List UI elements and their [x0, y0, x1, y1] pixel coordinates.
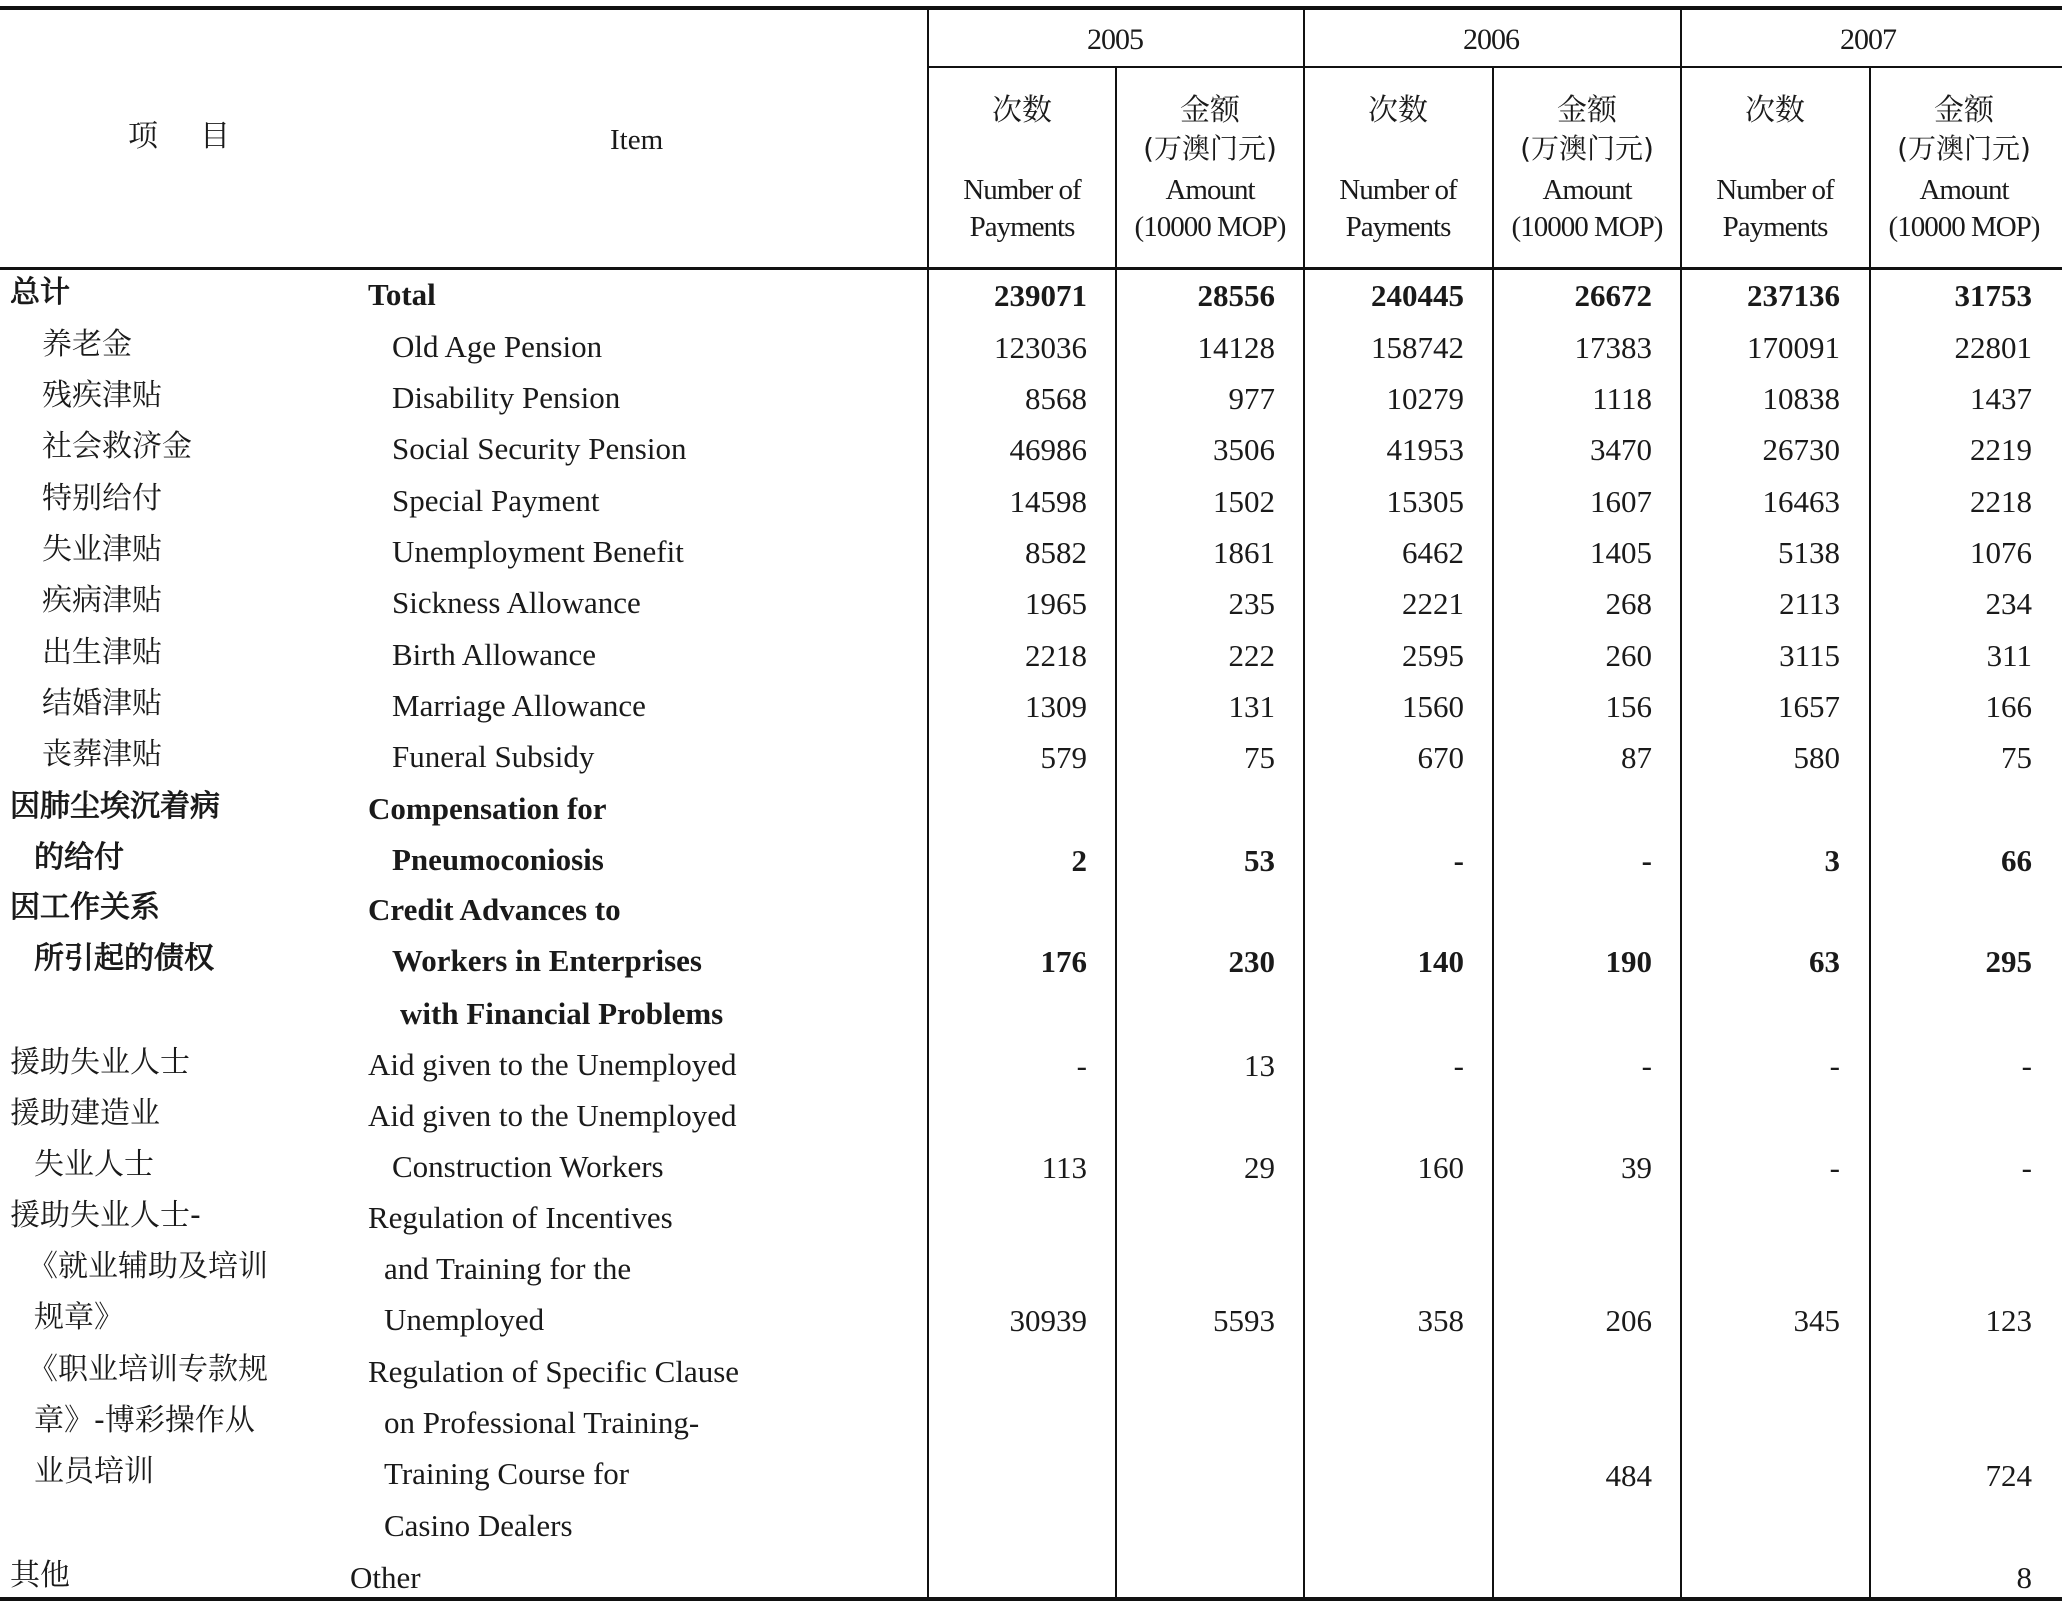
table-cell: 1657	[1778, 689, 1840, 724]
item-name-en: Casino Dealers	[384, 1508, 573, 1543]
item-name-en: Funeral Subsidy	[392, 739, 595, 774]
item-header-zh: 项 目	[128, 119, 236, 154]
table-cell: 75	[2001, 740, 2032, 775]
amount-header-zh: (万澳门元)	[1897, 132, 2031, 165]
table-cell: 26672	[1574, 278, 1652, 313]
table-cell: 977	[1228, 381, 1275, 416]
item-name-zh: 因工作关系	[10, 890, 160, 925]
item-name-zh: 《职业培训专款规	[28, 1352, 268, 1387]
table-cell: 3115	[1779, 638, 1840, 673]
table-cell: 237136	[1747, 278, 1840, 313]
table-cell: 75	[1244, 740, 1275, 775]
table-cell: 16463	[1762, 484, 1840, 519]
table-cell: 8	[2016, 1560, 2032, 1595]
table-cell: 2221	[1402, 586, 1464, 621]
table-cell: 239071	[994, 278, 1087, 313]
table-cell: 30939	[1009, 1303, 1087, 1338]
column-divider	[1869, 67, 1871, 1598]
item-name-zh: 援助失业人士-	[10, 1198, 201, 1233]
table-cell: 41953	[1386, 432, 1464, 467]
table-cell: 1607	[1590, 484, 1652, 519]
table-cell: -	[1829, 1150, 1840, 1185]
item-name-zh: 因肺尘埃沉着病	[10, 789, 220, 824]
item-name-en: Disability Pension	[392, 380, 621, 415]
count-header-en: Payments	[969, 211, 1075, 243]
item-name-en: Marriage Allowance	[392, 688, 646, 723]
table-cell: 2219	[1970, 432, 2032, 467]
table-cell: 3	[1824, 843, 1840, 878]
table-cell: 166	[1985, 689, 2032, 724]
table-cell: 123	[1985, 1303, 2032, 1338]
table-cell: 295	[1985, 944, 2032, 979]
table-cell: -	[1641, 843, 1652, 878]
item-name-zh: 丧葬津贴	[42, 737, 162, 772]
item-name-en: Pneumoconiosis	[392, 842, 604, 877]
item-name-zh: 其他	[10, 1558, 70, 1593]
item-name-zh: 的给付	[34, 840, 124, 875]
table-cell: 26730	[1762, 432, 1840, 467]
table-cell: 31753	[1954, 278, 2032, 313]
item-name-en: Aid given to the Unemployed	[368, 1098, 737, 1133]
table-cell: 158742	[1371, 330, 1464, 365]
count-header-en: Number of	[963, 174, 1081, 206]
item-name-en: Special Payment	[392, 483, 600, 518]
table-cell: 46986	[1009, 432, 1087, 467]
table-cell: -	[1076, 1048, 1087, 1083]
table-cell: 156	[1605, 689, 1652, 724]
table-cell: 176	[1040, 944, 1087, 979]
item-name-en: Social Security Pension	[392, 431, 687, 466]
table-cell: 63	[1809, 944, 1840, 979]
table-cell: 8582	[1025, 535, 1087, 570]
table-cell: 3470	[1590, 432, 1652, 467]
table-cell: 2218	[1025, 638, 1087, 673]
count-header-en: Payments	[1345, 211, 1451, 243]
item-name-zh: 所引起的债权	[34, 941, 214, 976]
table-cell: -	[1453, 1048, 1464, 1083]
top-rule	[0, 6, 2062, 10]
item-name-zh: 失业人士	[34, 1147, 154, 1182]
amount-header-en: (10000 MOP)	[1888, 211, 2040, 243]
amount-header-zh: (万澳门元)	[1520, 132, 1654, 165]
item-name-en: Other	[350, 1560, 421, 1595]
count-header-zh: 次数	[1745, 93, 1805, 128]
year-header: 2007	[1840, 23, 1896, 56]
item-name-en: Unemployed	[384, 1302, 545, 1337]
table-cell: 28556	[1197, 278, 1275, 313]
table-cell: 13	[1244, 1048, 1275, 1083]
table-cell: 2218	[1970, 484, 2032, 519]
item-name-zh: 社会救济金	[42, 429, 192, 464]
table-cell: 113	[1041, 1150, 1087, 1185]
table-cell: 235	[1228, 586, 1275, 621]
item-name-zh: 特别给付	[42, 481, 162, 516]
table-cell: 1405	[1590, 535, 1652, 570]
amount-header-zh: 金额	[1557, 93, 1617, 128]
table-cell: 39	[1621, 1150, 1652, 1185]
item-name-zh: 出生津贴	[42, 635, 162, 670]
table-cell: 15305	[1386, 484, 1464, 519]
table-cell: 2	[1071, 843, 1087, 878]
item-name-zh: 规章》	[34, 1300, 124, 1335]
item-name-en: Credit Advances to	[368, 892, 621, 927]
table-cell: 1118	[1592, 381, 1652, 416]
table-cell: 17383	[1574, 330, 1652, 365]
table-cell: 240445	[1371, 278, 1464, 313]
table-cell: 140	[1417, 944, 1464, 979]
table-cell: 10838	[1762, 381, 1840, 416]
header-rule	[0, 267, 2062, 270]
table-cell: 29	[1244, 1150, 1275, 1185]
table-cell: 268	[1605, 586, 1652, 621]
item-name-zh: 业员培训	[34, 1454, 154, 1489]
table-cell: 190	[1605, 944, 1652, 979]
table-cell: 345	[1793, 1303, 1840, 1338]
item-name-en: and Training for the	[384, 1251, 632, 1286]
item-name-en: Regulation of Incentives	[368, 1200, 673, 1235]
table-cell: 1560	[1402, 689, 1464, 724]
table-cell: 230	[1228, 944, 1275, 979]
table-cell: 311	[1986, 638, 2032, 673]
count-header-en: Number of	[1339, 174, 1457, 206]
table-cell: 2595	[1402, 638, 1464, 673]
table-cell: -	[2021, 1048, 2032, 1083]
item-name-en: Old Age Pension	[392, 329, 603, 364]
table-cell: 724	[1985, 1458, 2032, 1493]
item-name-zh: 疾病津贴	[42, 583, 162, 618]
table-cell: 5593	[1213, 1303, 1275, 1338]
item-name-zh: 结婚津贴	[42, 686, 162, 721]
item-name-en: Birth Allowance	[392, 637, 597, 672]
amount-header-en: Amount	[1165, 174, 1255, 206]
table-cell: -	[1829, 1048, 1840, 1083]
table-cell: 1965	[1025, 586, 1087, 621]
table-cell: 1861	[1213, 535, 1275, 570]
amount-header-zh: 金额	[1934, 93, 1994, 128]
item-name-zh: 《就业辅助及培训	[28, 1249, 268, 1284]
item-name-en: Compensation for	[368, 791, 607, 826]
item-name-zh: 残疾津贴	[42, 378, 162, 413]
item-name-zh: 总计	[10, 275, 70, 310]
table-cell: 1076	[1970, 535, 2032, 570]
table-cell: 234	[1985, 586, 2032, 621]
amount-header-en: Amount	[1542, 174, 1632, 206]
item-name-en: Total	[368, 277, 436, 312]
table-cell: 3506	[1213, 432, 1275, 467]
table-cell: 6462	[1402, 535, 1464, 570]
table-cell: 222	[1228, 638, 1275, 673]
item-name-en: on Professional Training-	[384, 1405, 700, 1440]
item-name-en: Aid given to the Unemployed	[368, 1047, 737, 1082]
table-cell: 131	[1228, 689, 1275, 724]
table-cell: 580	[1793, 740, 1840, 775]
bottom-rule	[0, 1597, 2062, 1601]
table-cell: 484	[1605, 1458, 1652, 1493]
item-name-zh: 养老金	[42, 327, 132, 362]
amount-header-en: (10000 MOP)	[1511, 211, 1663, 243]
table-cell: 8568	[1025, 381, 1087, 416]
table-cell: 5138	[1778, 535, 1840, 570]
table-cell: 123036	[994, 330, 1087, 365]
table-cell: 22801	[1954, 330, 2032, 365]
table-cell: 206	[1605, 1303, 1652, 1338]
item-name-en: Workers in Enterprises	[392, 943, 702, 978]
year-rule	[928, 66, 2062, 68]
item-name-en: with Financial Problems	[400, 996, 724, 1031]
table-cell: -	[1641, 1048, 1652, 1083]
column-divider	[1303, 8, 1305, 1598]
table-cell: 170091	[1747, 330, 1840, 365]
item-name-en: Unemployment Benefit	[392, 534, 684, 569]
amount-header-en: (10000 MOP)	[1134, 211, 1286, 243]
count-header-en: Number of	[1716, 174, 1834, 206]
table-cell: 358	[1417, 1303, 1464, 1338]
table-cell: 260	[1605, 638, 1652, 673]
count-header-en: Payments	[1722, 211, 1828, 243]
item-name-zh: 援助建造业	[10, 1096, 160, 1131]
table-cell: 670	[1417, 740, 1464, 775]
table-cell: 579	[1040, 740, 1087, 775]
table-cell: 53	[1244, 843, 1275, 878]
table-cell: -	[2021, 1150, 2032, 1185]
item-name-zh: 失业津贴	[42, 532, 162, 567]
year-header: 2006	[1463, 23, 1519, 56]
amount-header-zh: 金额	[1180, 93, 1240, 128]
item-name-en: Sickness Allowance	[392, 585, 641, 620]
item-name-zh: 援助失业人士	[10, 1045, 190, 1080]
count-header-zh: 次数	[992, 93, 1052, 128]
count-header-zh: 次数	[1368, 93, 1428, 128]
table-cell: 160	[1417, 1150, 1464, 1185]
table-cell: 2113	[1779, 586, 1840, 621]
table-cell: 10279	[1386, 381, 1464, 416]
column-divider	[927, 8, 929, 1598]
item-name-zh: 章》-博彩操作从	[34, 1403, 255, 1438]
table-cell: 14598	[1009, 484, 1087, 519]
table-cell: 1502	[1213, 484, 1275, 519]
table-cell: -	[1453, 843, 1464, 878]
item-name-en: Training Course for	[384, 1456, 630, 1491]
column-divider	[1680, 8, 1682, 1598]
table-cell: 87	[1621, 740, 1652, 775]
amount-header-en: Amount	[1919, 174, 2009, 206]
table-cell: 14128	[1197, 330, 1275, 365]
table-cell: 1437	[1970, 381, 2032, 416]
item-name-en: Regulation of Specific Clause	[368, 1354, 740, 1389]
amount-header-zh: (万澳门元)	[1143, 132, 1277, 165]
table-cell: 66	[2001, 843, 2032, 878]
table-cell: 1309	[1025, 689, 1087, 724]
item-header-en: Item	[610, 124, 664, 156]
year-header: 2005	[1087, 23, 1143, 56]
item-name-en: Construction Workers	[392, 1149, 664, 1184]
